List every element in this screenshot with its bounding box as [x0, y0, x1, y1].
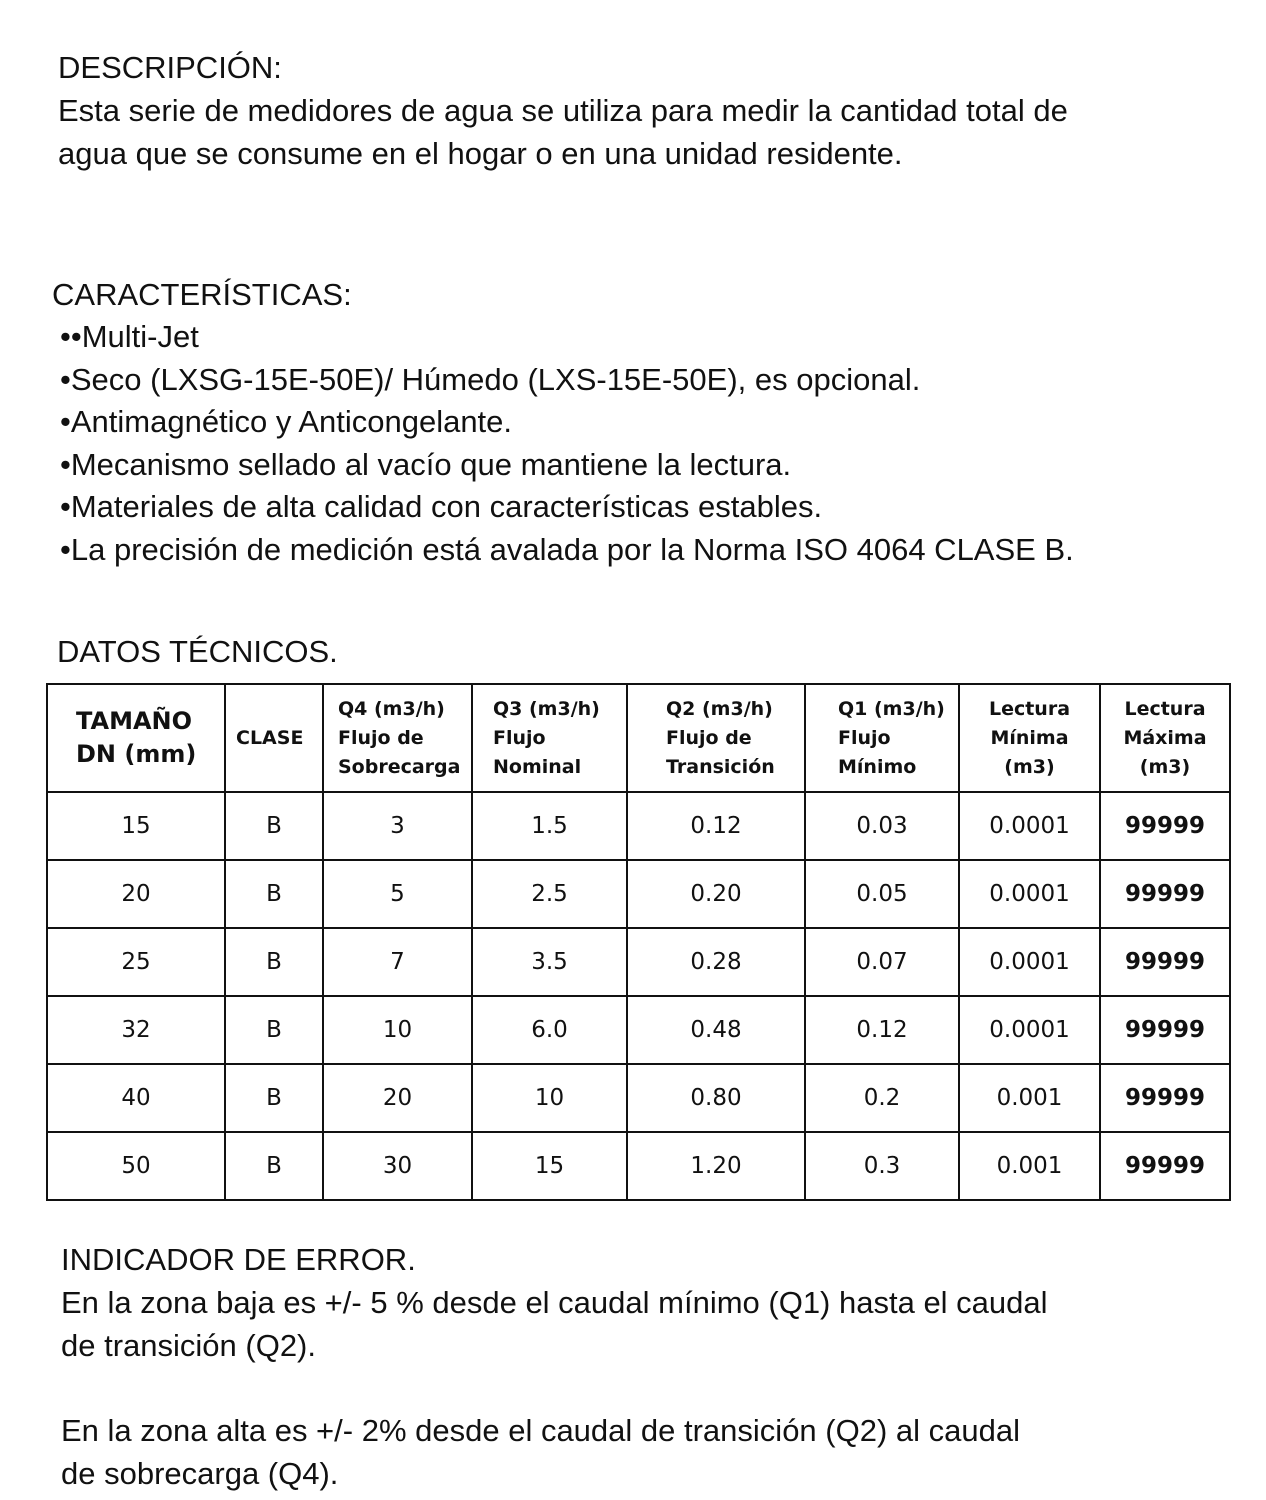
cell-lectura-minima: 0.001: [959, 1132, 1100, 1200]
cell-q2: 0.20: [627, 860, 805, 928]
cell-q2: 0.48: [627, 996, 805, 1064]
cell-q3: 3.5: [472, 928, 627, 996]
cell-lectura-minima: 0.0001: [959, 996, 1100, 1064]
cell-q4: 30: [323, 1132, 472, 1200]
cell-q1: 0.03: [805, 792, 959, 860]
cell-tamano: 25: [47, 928, 225, 996]
cell-q4: 10: [323, 996, 472, 1064]
indicador-para2-line-2: de sobrecarga (Q4).: [61, 1456, 339, 1491]
cell-q3: 10: [472, 1064, 627, 1132]
cell-lectura-maxima: 99999: [1100, 792, 1230, 860]
cell-lectura-minima: 0.0001: [959, 928, 1100, 996]
cell-clase: B: [225, 928, 323, 996]
cell-lectura-maxima: 99999: [1100, 1132, 1230, 1200]
descripcion-line-1: Esta serie de medidores de agua se utiliza para medir la cantidad total de: [58, 93, 1068, 128]
table-row: [47, 996, 1230, 1064]
cell-lectura-minima: 0.001: [959, 1064, 1100, 1132]
table-header-row: [47, 684, 1230, 792]
table-row: [47, 928, 1230, 996]
cell-clase: B: [225, 860, 323, 928]
cell-tamano: 32: [47, 996, 225, 1064]
indicador-para1-line-1: En la zona baja es +/- 5 % desde el caudal mínimo (Q1) hasta el caudal: [61, 1285, 1048, 1320]
header-lectura-maxima: Lectura Máxima (m3): [1100, 684, 1230, 792]
cell-q1: 0.07: [805, 928, 959, 996]
datos-tecnicos-heading: DATOS TÉCNICOS.: [57, 634, 338, 669]
cell-clase: B: [225, 1132, 323, 1200]
caracteristica-item: •Antimagnético y Anticongelante.: [60, 404, 513, 439]
indicador-heading: INDICADOR DE ERROR.: [61, 1242, 416, 1277]
indicador-para1-line-2: de transición (Q2).: [61, 1328, 316, 1363]
cell-q3: 1.5: [472, 792, 627, 860]
cell-lectura-maxima: 99999: [1100, 928, 1230, 996]
cell-q4: 5: [323, 860, 472, 928]
descripcion-line-2: agua que se consume en el hogar o en una unidad residente.: [58, 136, 903, 171]
cell-q1: 0.3: [805, 1132, 959, 1200]
cell-q4: 7: [323, 928, 472, 996]
cell-tamano: 20: [47, 860, 225, 928]
cell-tamano: 15: [47, 792, 225, 860]
header-clase: CLASE: [225, 684, 323, 792]
cell-q2: 0.12: [627, 792, 805, 860]
cell-lectura-maxima: 99999: [1100, 1064, 1230, 1132]
header-lectura-minima: Lectura Mínima (m3): [959, 684, 1100, 792]
caracteristica-item: •Materiales de alta calidad con características estables.: [60, 489, 823, 524]
technical-data-table: [46, 683, 1231, 1201]
caracteristica-item: •Seco (LXSG-15E-50E)/ Húmedo (LXS-15E-50E), es opcional.: [60, 362, 921, 397]
cell-q3: 6.0: [472, 996, 627, 1064]
cell-q2: 1.20: [627, 1132, 805, 1200]
table-row: [47, 1132, 1230, 1200]
cell-q3: 2.5: [472, 860, 627, 928]
header-q3: Q3 (m3/h) Flujo Nominal: [472, 684, 627, 792]
cell-lectura-minima: 0.0001: [959, 860, 1100, 928]
caracteristica-item: ••Multi-Jet: [60, 319, 199, 354]
cell-q1: 0.2: [805, 1064, 959, 1132]
cell-tamano: 50: [47, 1132, 225, 1200]
caracteristica-item: •La precisión de medición está avalada por la Norma ISO 4064 CLASE B.: [60, 532, 1074, 567]
table-row: [47, 860, 1230, 928]
cell-q4: 3: [323, 792, 472, 860]
table-row: [47, 792, 1230, 860]
cell-lectura-maxima: 99999: [1100, 996, 1230, 1064]
cell-q2: 0.80: [627, 1064, 805, 1132]
header-q1: Q1 (m3/h) Flujo Mínimo: [805, 684, 959, 792]
header-q4: Q4 (m3/h) Flujo de Sobrecarga: [323, 684, 472, 792]
header-tamano: TAMAÑO DN (mm): [47, 684, 225, 792]
table-row: [47, 1064, 1230, 1132]
cell-q2: 0.28: [627, 928, 805, 996]
cell-clase: B: [225, 996, 323, 1064]
cell-clase: B: [225, 1064, 323, 1132]
caracteristicas-heading: CARACTERÍSTICAS:: [52, 277, 352, 312]
header-q2: Q2 (m3/h) Flujo de Transición: [627, 684, 805, 792]
cell-lectura-minima: 0.0001: [959, 792, 1100, 860]
cell-tamano: 40: [47, 1064, 225, 1132]
cell-q1: 0.05: [805, 860, 959, 928]
cell-clase: B: [225, 792, 323, 860]
cell-lectura-maxima: 99999: [1100, 860, 1230, 928]
cell-q1: 0.12: [805, 996, 959, 1064]
cell-q4: 20: [323, 1064, 472, 1132]
cell-q3: 15: [472, 1132, 627, 1200]
indicador-para2-line-1: En la zona alta es +/- 2% desde el caudal de transición (Q2) al caudal: [61, 1413, 1020, 1448]
caracteristica-item: •Mecanismo sellado al vacío que mantiene la lectura.: [60, 447, 792, 482]
descripcion-heading: DESCRIPCIÓN:: [58, 50, 282, 85]
